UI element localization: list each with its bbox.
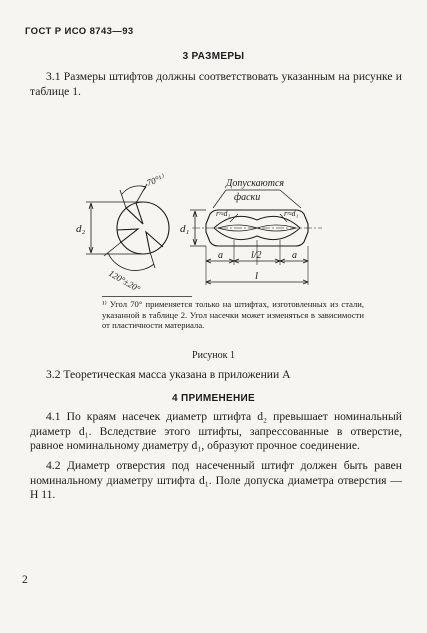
figure-1-drawing	[0, 0, 427, 300]
label-a-left: a	[218, 250, 223, 261]
page-number: 2	[22, 574, 28, 586]
paragraph-3-2: 3.2 Теоретическая масса указана в приложении А	[46, 368, 291, 381]
chamfer-note-line1: Допускаются	[226, 178, 285, 189]
section-3-title: 3 РАЗМЕРЫ	[182, 51, 245, 62]
angle-70-label: 70°¹⁾	[145, 172, 166, 188]
chamfer-leader-left	[213, 190, 226, 208]
paragraph-3-1: 3.1 Размеры штифтов должны соответствовать указанным на рисунке и таблице 1.	[30, 70, 402, 98]
footnote: ¹⁾ Угол 70° применяется только на штифтах, изготовленных из стали, указанной в таблице 2. Угол насечки может изменяться в зависимости от пластичности материала.	[102, 299, 364, 331]
label-r1: r≈d₁	[216, 209, 231, 218]
section-4-title: 4 ПРИМЕНЕНИЕ	[172, 393, 255, 404]
notch-bottom	[146, 232, 163, 252]
angle-120-label: 120°±20°	[107, 268, 142, 295]
label-l: l	[255, 270, 259, 282]
label-d1: d₁	[180, 223, 190, 235]
paragraph-4-2: 4.2 Диаметр отверстия под насеченный штифт должен быть равен номинальному диаметру штифта d₁. Поле допуска диаметра отверстия — Н 11.	[30, 459, 402, 501]
angle-120-arc	[108, 253, 154, 271]
chamfer-note-line2: фаски	[234, 192, 261, 203]
label-d2: d₂	[76, 223, 86, 235]
label-a-right: a	[292, 250, 297, 261]
label-r2: r≈d₁	[284, 209, 299, 218]
footnote-rule	[102, 296, 192, 297]
paragraph-4-1: 4.1 По краям насечек диаметр штифта d₂ превышает номинальный диаметр d₁. Вследствие этого штифты, запрессованные в отверстие, равное номинальному диаметру d₁, образуют прочное соединение.	[30, 410, 402, 452]
figure-caption: Рисунок 1	[192, 350, 235, 361]
document-header: ГОСТ Р ИСО 8743—93	[25, 26, 134, 37]
chamfer-leader-right	[280, 190, 301, 208]
label-l-half: l/2	[251, 250, 262, 261]
angle-70-arc	[122, 186, 146, 194]
pin-end-view-outline	[117, 202, 169, 254]
